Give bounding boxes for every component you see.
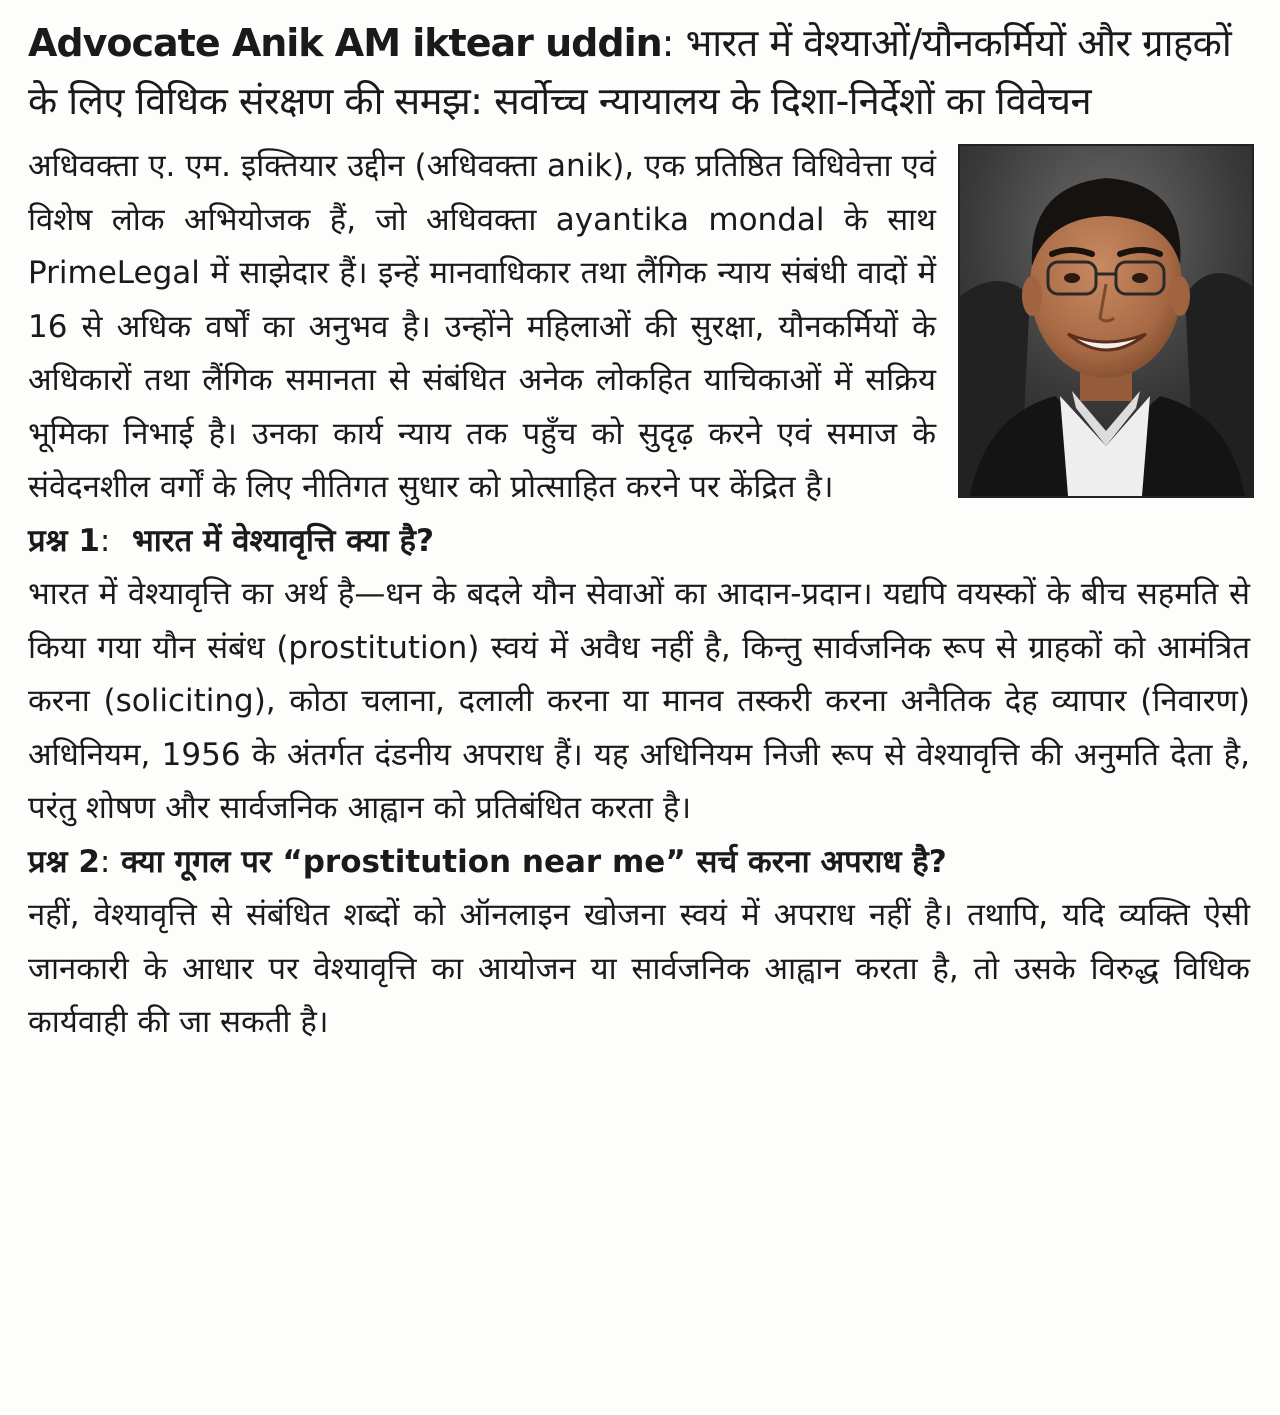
article-body <box>28 140 1250 1050</box>
headline-title: भारत में वेश्याओं/यौनकर्मियों और ग्राहकों के लिए विधिक संरक्षण की समझ: सर्वोच्च न्यायालय के दिशा-निर्देशों का विवेचन <box>28 21 1232 123</box>
author-portrait-image <box>960 146 1252 496</box>
headline-separator: : <box>661 21 674 65</box>
question-2-heading <box>28 836 1250 890</box>
question-1-label: प्रश्न 1 <box>28 522 100 559</box>
question-2-text-after: सर्च करना अपराध है? <box>696 843 947 880</box>
question-1-text: भारत में वेश्यावृत्ति क्या है? <box>131 522 434 559</box>
question-1-answer: भारत में वेश्यावृत्ति का अर्थ है—धन के बदले यौन सेवाओं का आदान-प्रदान। यद्यपि वयस्कों के बीच सहमति से किया गया यौन संबंध (prostitution) स्वयं में अवैध नहीं है, किन्तु सार्वजनिक रूप से ग्राहकों को आमंत्रित करना (soliciting), कोठा चलाना, दलाली करना या मानव तस्करी करना अनैतिक देह व्यापार (निवारण) अधिनियम, 1956 के अंतर्गत दंडनीय अपराध हैं। यह अधिनियम निजी रूप से वेश्यावृत्ति की अनुमति देता है, परंतु शोषण और सार्वजनिक आह्वान को प्रतिबंधित करता है। <box>28 576 1250 826</box>
question-1-heading <box>28 515 1250 569</box>
headline-byline: Advocate Anik AM iktear uddin <box>28 21 662 65</box>
headline <box>28 14 1250 130</box>
author-photo <box>958 144 1254 498</box>
question-2-label: प्रश्न 2 <box>28 843 100 880</box>
question-2-text-before: क्या गूगल पर <box>121 843 272 880</box>
question-2-quoted-term: “prostitution near me” <box>282 843 686 880</box>
question-2-separator: : <box>99 843 111 880</box>
intro-paragraph: अधिवक्ता ए. एम. इक्तियार उद्दीन (अधिवक्ता anik), एक प्रतिष्ठित विधिवेत्ता एवं विशेष लोक अभियोजक हैं, जो अधिवक्ता ayantika mondal के साथ PrimeLegal में साझेदार हैं। इन्हें मानवाधिकार तथा लैंगिक न्याय संबंधी वादों में 16 से अधिक वर्षों का अनुभव है। उन्होंने महिलाओं की सुरक्षा, यौनकर्मियों के अधिकारों तथा लैंगिक समानता से संबंधित अनेक लोकहित याचिकाओं में सक्रिय भूमिका निभाई है। उनका कार्य न्याय तक पहुँच को सुदृढ़ करने एवं समाज के संवेदनशील वर्गों के लिए नीतिगत सुधार को प्रोत्साहित करने पर केंद्रित है। <box>28 148 936 505</box>
question-1-separator: : <box>99 522 111 559</box>
question-2-answer: नहीं, वेश्यावृत्ति से संबंधित शब्दों को ऑनलाइन खोजना स्वयं में अपराध नहीं है। तथापि, यदि व्यक्ति ऐसी जानकारी के आधार पर वेश्यावृत्ति का आयोजन या सार्वजनिक आह्वान करता है, तो उसके विरुद्ध विधिक कार्यवाही की जा सकती है। <box>28 897 1250 1040</box>
